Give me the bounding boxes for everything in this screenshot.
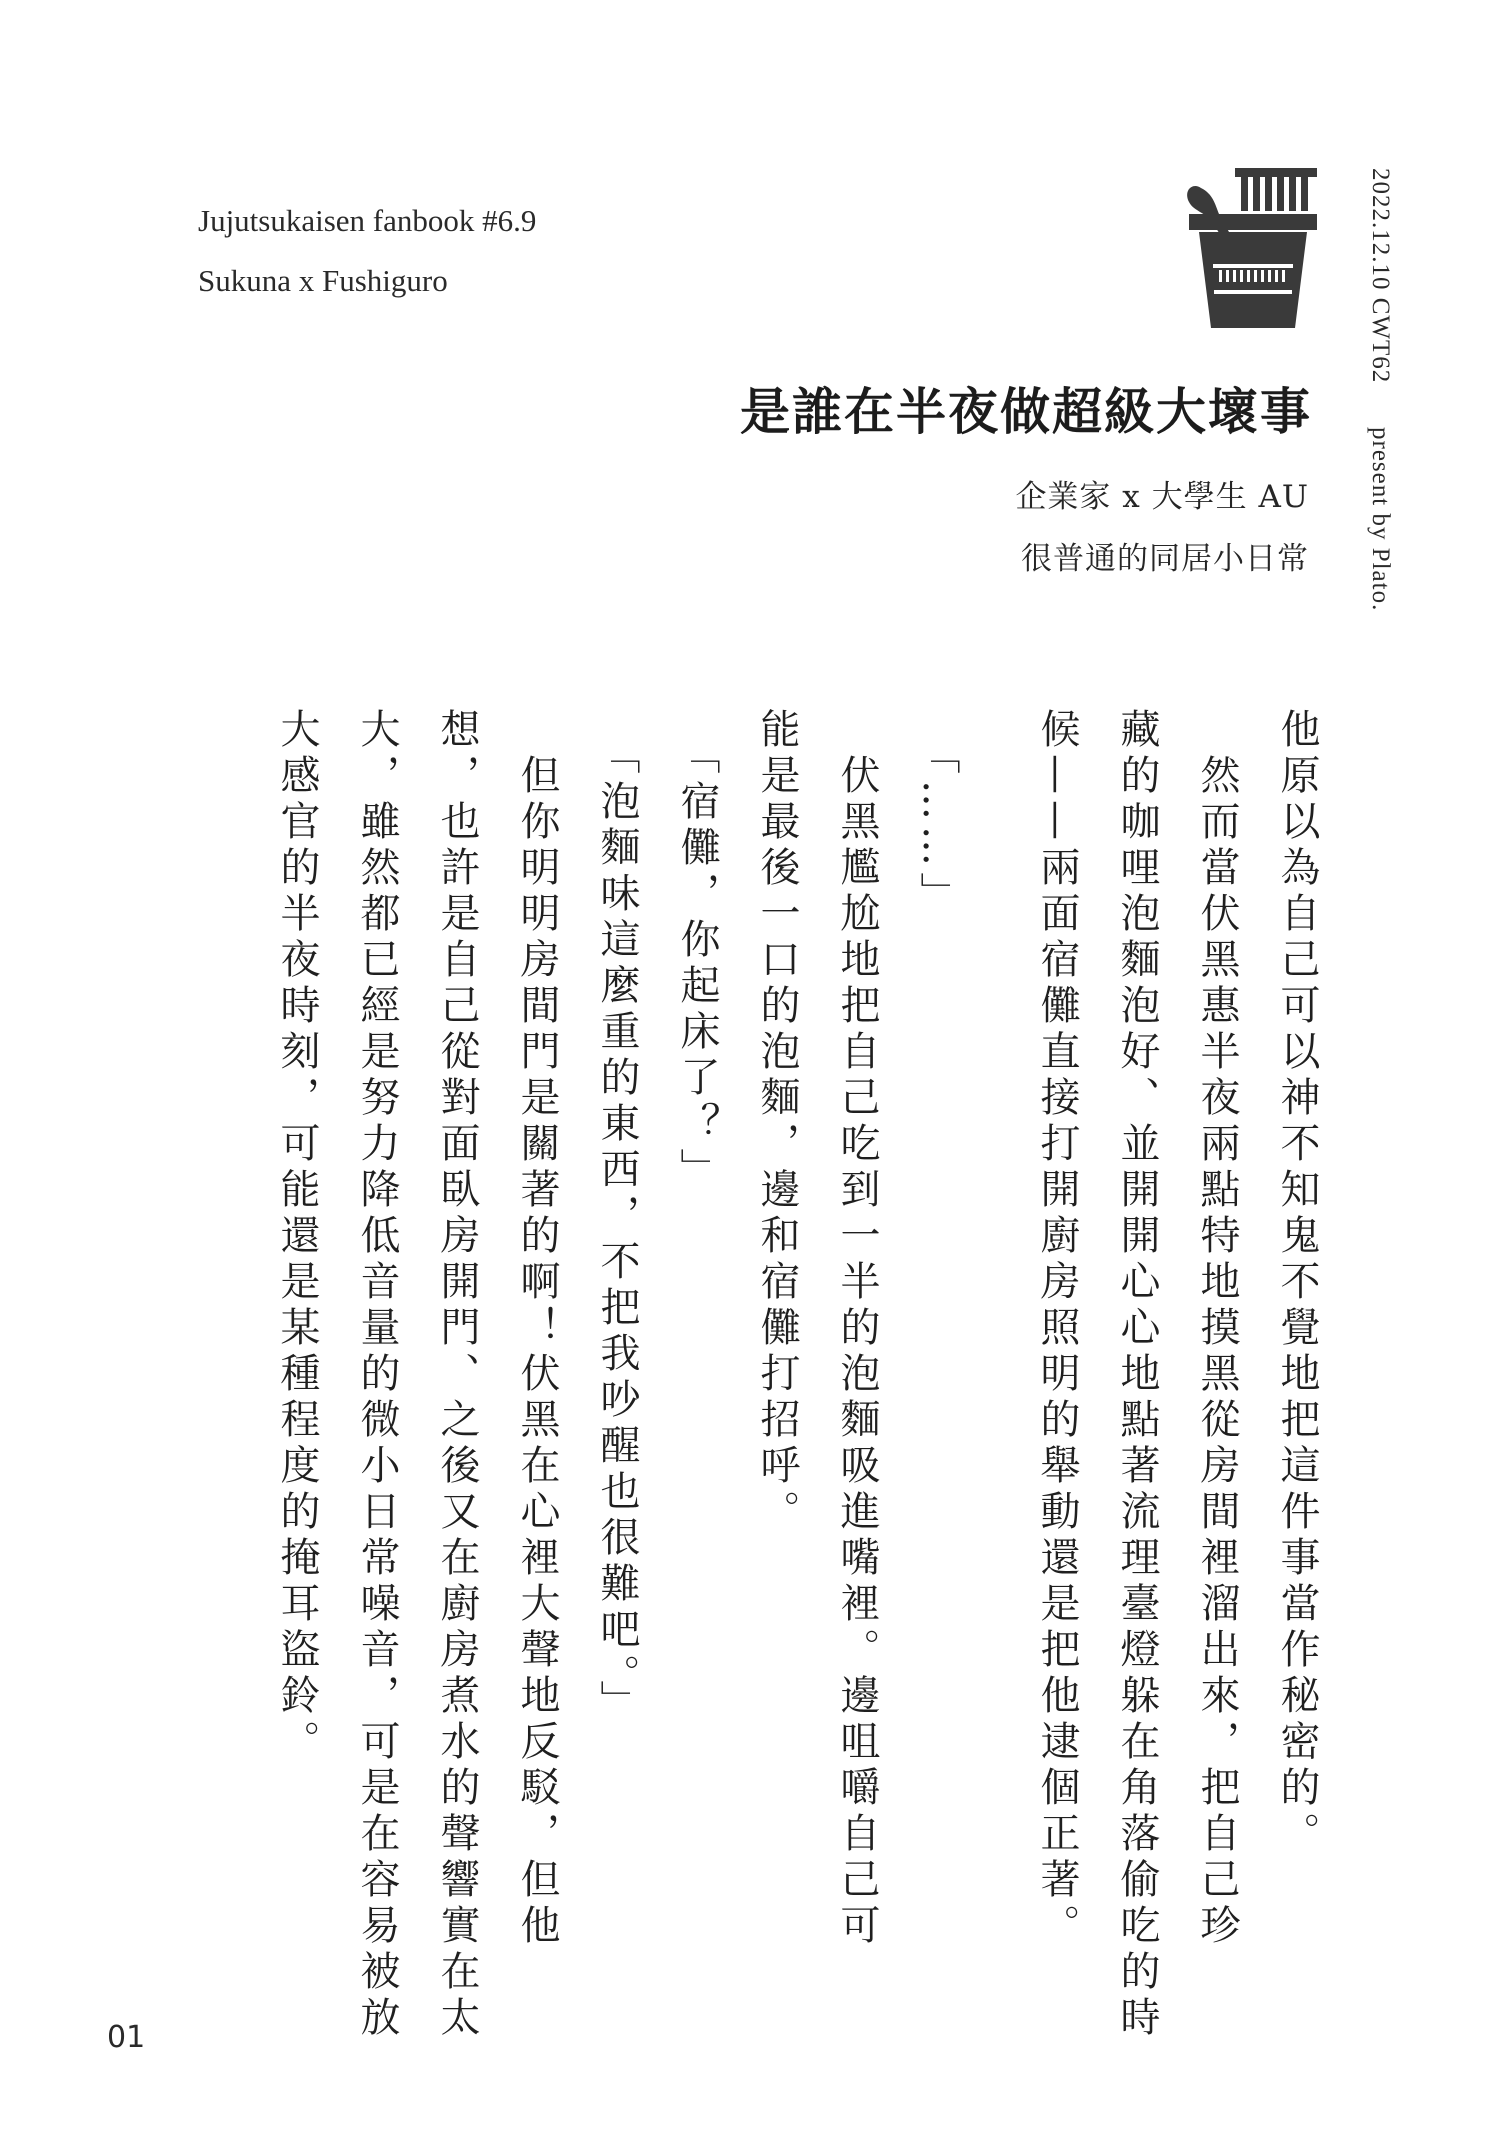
story-subtitle-au: 企業家 x 大學生 AU bbox=[1015, 479, 1309, 515]
story-body-vertical bbox=[200, 708, 1320, 2042]
body-column: 大，雖然都已經是努力降低音量的微小日常噪音，可是在容易被放 bbox=[354, 708, 400, 2042]
page-number: 01 bbox=[107, 2020, 146, 2055]
body-column: 候——兩面宿儺直接打開廚房照明的舉動還是把他逮個正著。 bbox=[1034, 708, 1080, 1950]
body-column: 能是最後一口的泡麵，邊和宿儺打招呼。 bbox=[754, 708, 800, 1536]
fanbook-title: Jujutsukaisen fanbook #6.9 bbox=[198, 203, 537, 238]
body-column: 「……」 bbox=[914, 708, 960, 918]
event-credit-vertical bbox=[1366, 168, 1394, 612]
body-column: 藏的咖哩泡麵泡好、並開開心心地點著流理臺燈躲在角落偷吃的時 bbox=[1114, 708, 1160, 2042]
pairing-label: Sukuna x Fushiguro bbox=[198, 263, 448, 298]
body-column: 然而當伏黑惠半夜兩點特地摸黑從房間裡溜出來，把自己珍 bbox=[1194, 708, 1240, 1950]
instant-noodle-cup-icon bbox=[1183, 168, 1317, 328]
author-credit: present by Plato. bbox=[1367, 427, 1394, 612]
body-column-blank bbox=[960, 708, 1000, 2028]
body-column: 伏黑尷尬地把自己吃到一半的泡麵吸進嘴裡。邊咀嚼自己可 bbox=[834, 708, 880, 1950]
body-column: 「泡麵味這麼重的東西，不把我吵醒也很難吧。」 bbox=[594, 708, 640, 1726]
body-column: 大感官的半夜時刻，可能還是某種程度的掩耳盜鈴。 bbox=[274, 708, 320, 1766]
story-subtitle-summary: 很普通的同居小日常 bbox=[1021, 541, 1309, 577]
event-date: 2022.12.10 CWT62 bbox=[1367, 168, 1394, 384]
body-column: 但你明明房間門是關著的啊！伏黑在心裡大聲地反駁，但他 bbox=[514, 708, 560, 1950]
body-column: 想，也許是自己從對面臥房開門、之後又在廚房煮水的聲響實在太 bbox=[434, 708, 480, 2042]
body-column: 「宿儺，你起床了？」 bbox=[674, 708, 720, 1194]
story-title: 是誰在半夜做超級大壞事 bbox=[740, 382, 1312, 441]
body-column: 他原以為自己可以神不知鬼不覺地把這件事當作秘密的。 bbox=[1274, 708, 1320, 1858]
